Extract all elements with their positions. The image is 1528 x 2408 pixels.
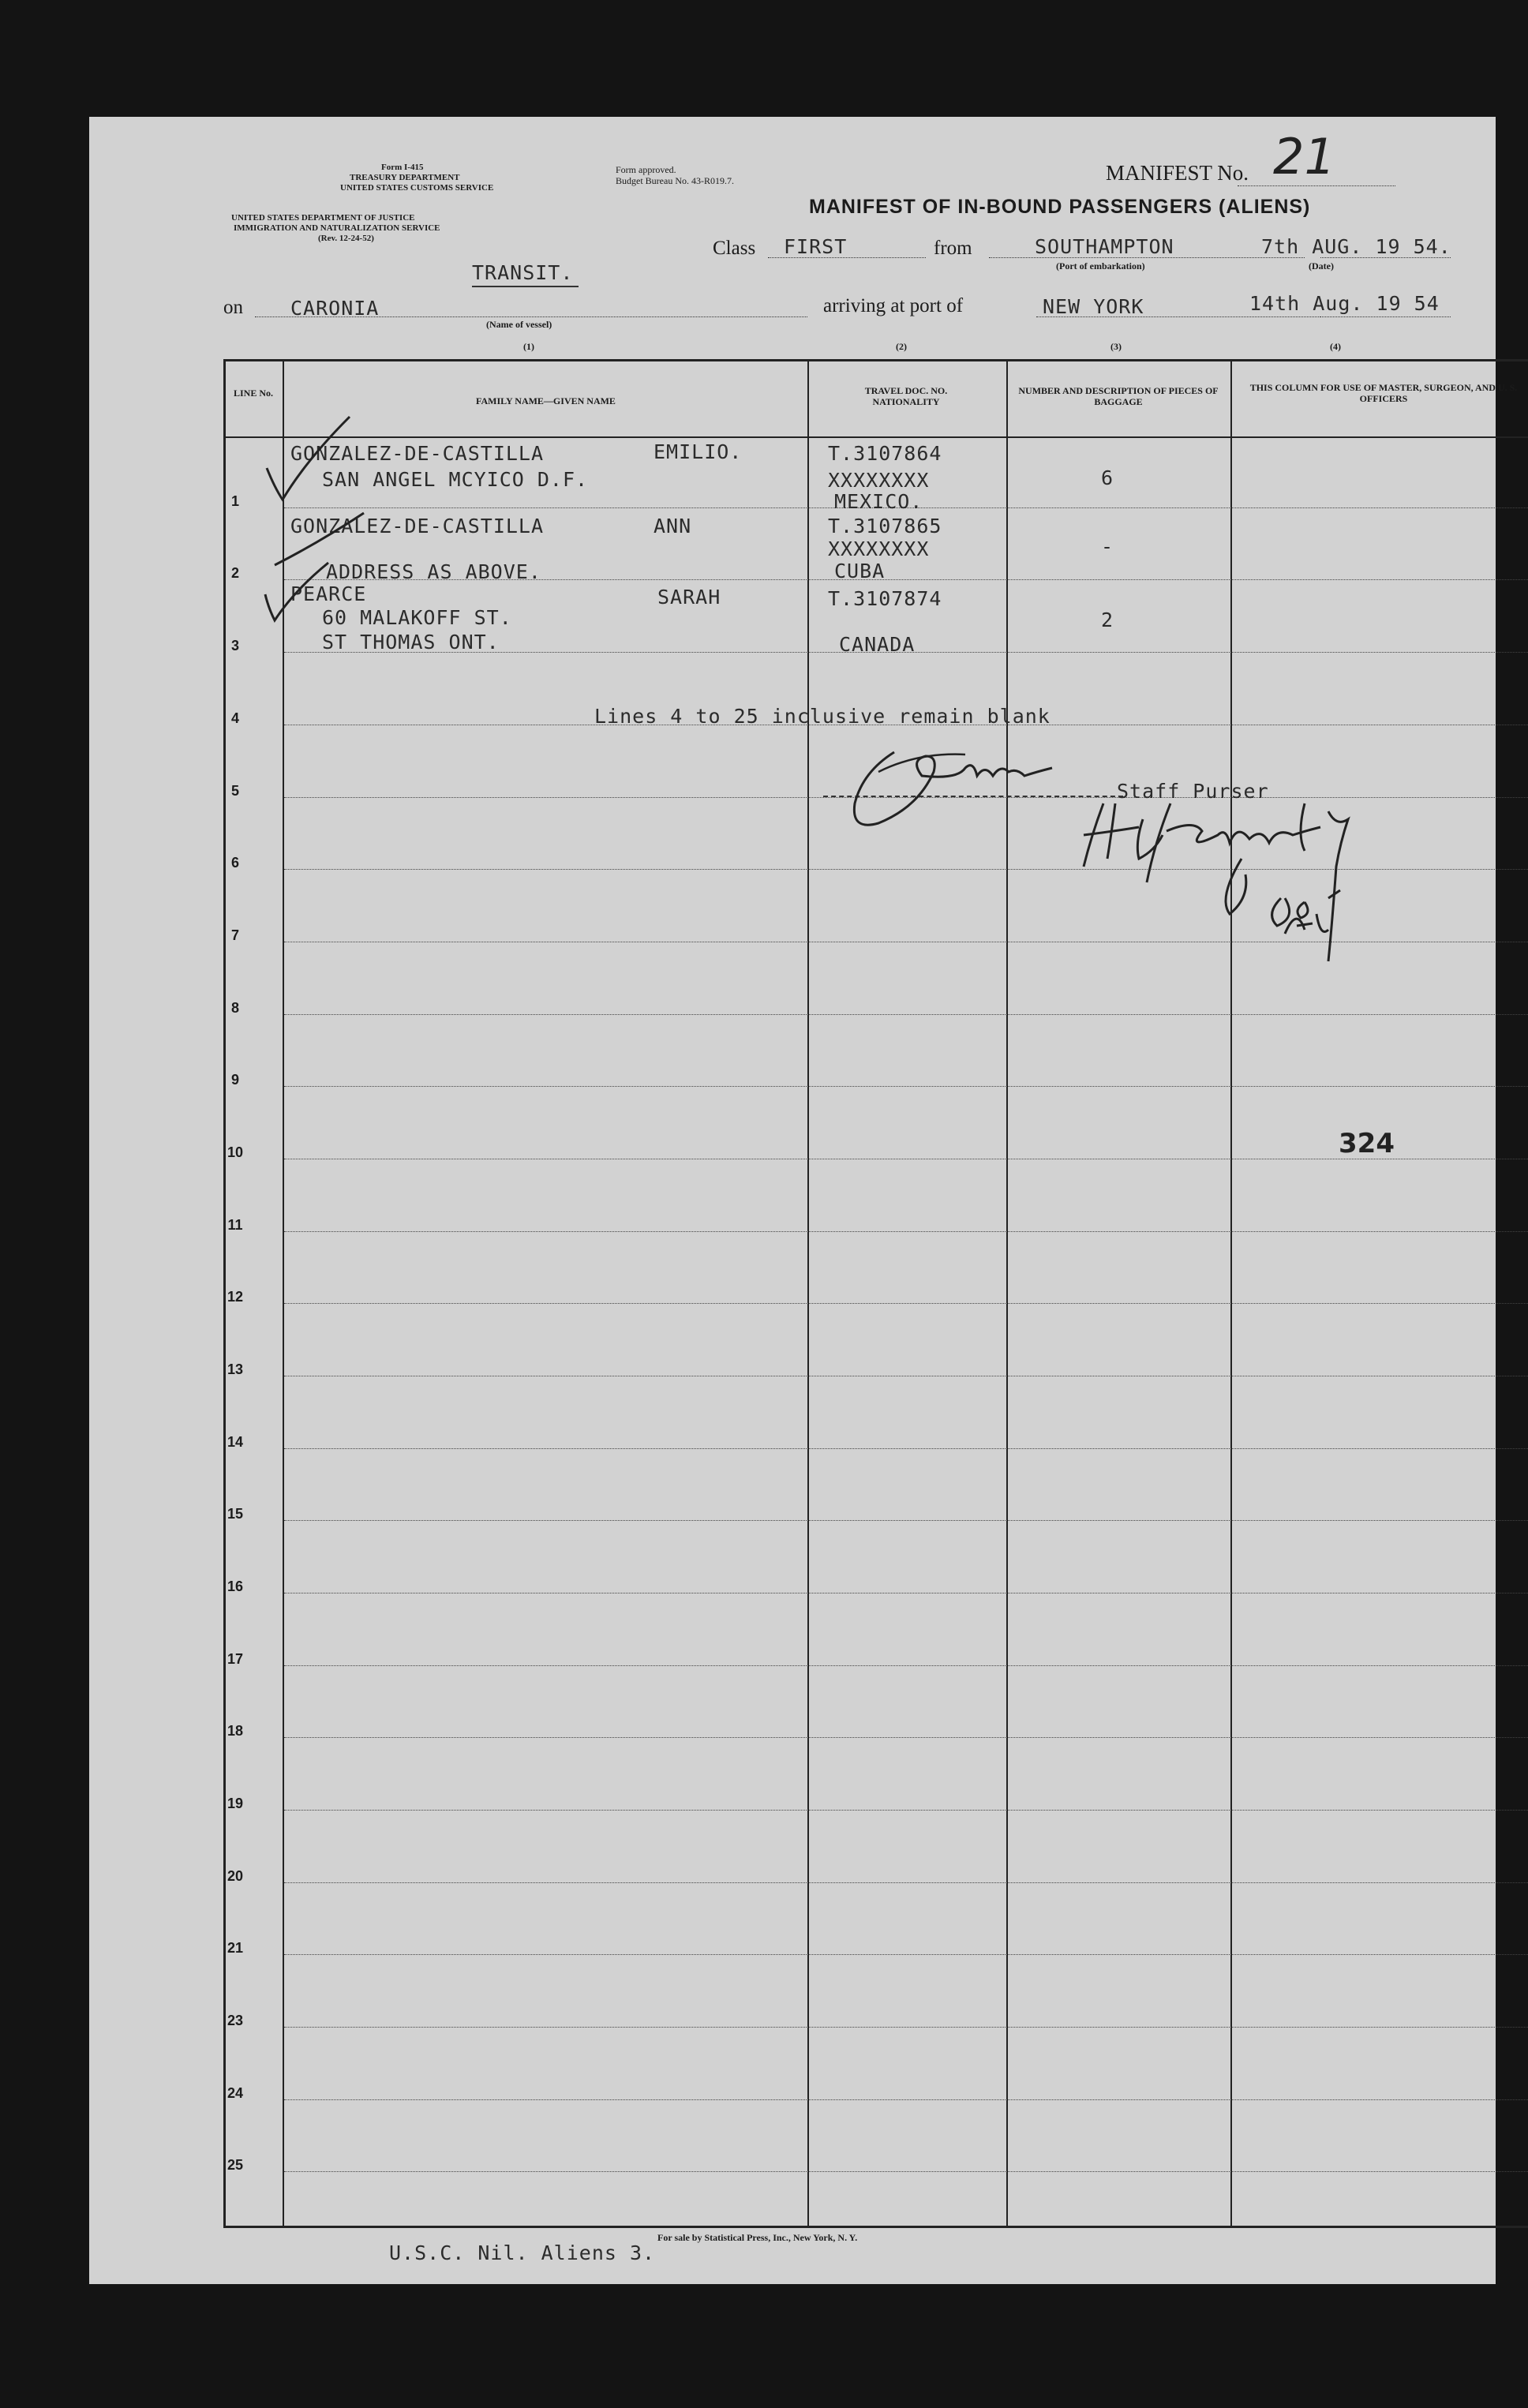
header-line-no: LINE No. (233, 388, 273, 399)
nationality: CANADA (839, 633, 916, 656)
budget-bureau: Budget Bureau No. 43-R019.7. (616, 175, 734, 186)
arrival-port: NEW YORK (1043, 295, 1144, 318)
transit-stamp: TRANSIT. (472, 261, 574, 284)
row-line (284, 1231, 1528, 1232)
line-number: 3 (230, 638, 239, 653)
row-line (284, 2099, 1528, 2100)
form-revision: (Rev. 12-24-52) (318, 234, 374, 243)
line-number: 17 (227, 1651, 244, 1667)
depart-date: 7th AUG. 19 54. (1261, 235, 1451, 258)
header-bottom-border (223, 436, 1528, 438)
arrival-date: 14th Aug. 19 54 (1249, 292, 1440, 315)
from-value: SOUTHAMPTON (1035, 235, 1174, 258)
doc-divider (1006, 359, 1008, 2227)
on-label: on (223, 297, 243, 318)
passenger-given-name: EMILIO. (654, 440, 743, 463)
footer-printer: For sale by Statistical Press, Inc., New York, N. Y. (657, 2232, 858, 2243)
form-number: Form I-415 (381, 163, 424, 172)
line-no-divider (283, 359, 284, 2227)
nationality: CUBA (834, 560, 886, 582)
line-number: 19 (227, 1796, 244, 1811)
travel-doc-struck: XXXXXXXX (828, 469, 930, 492)
staff-purser-label: Staff Purser (1117, 780, 1269, 803)
header-name: FAMILY NAME—GIVEN NAME (476, 395, 616, 406)
line-number: 8 (230, 1000, 239, 1016)
line-number: 16 (227, 1578, 244, 1594)
blank-lines-note: Lines 4 to 25 inclusive remain blank (594, 705, 1050, 728)
line-number: 25 (227, 2157, 244, 2173)
col-number-1: (1) (523, 341, 534, 352)
date-caption: (Date) (1309, 260, 1334, 272)
line-number: 4 (230, 710, 239, 726)
arriving-label: arriving at port of (823, 295, 964, 316)
passenger-given-name: ANN (654, 515, 692, 537)
passenger-family-name: GONZALEZ-DE-CASTILLA (290, 442, 545, 465)
check-mark-icon (251, 413, 354, 507)
travel-doc-number: T.3107865 (828, 515, 942, 537)
row-line (284, 1665, 1528, 1666)
manifest-number: 21 (1273, 128, 1335, 185)
officer-number: 324 (1339, 1128, 1395, 1159)
travel-doc-number: T.3107864 (828, 442, 942, 465)
manifest-page (89, 117, 1518, 2284)
header-baggage: NUMBER AND DESCRIPTION OF PIECES OF BAGGAGE (1018, 385, 1219, 407)
col-number-2: (2) (896, 341, 907, 352)
check-mark-icon (259, 559, 330, 622)
header-officers: THIS COLUMN FOR USE OF MASTER, SURGEON, AND U. S. OFFICERS (1249, 382, 1518, 404)
transit-underline (472, 286, 579, 287)
row-line (284, 1882, 1528, 1883)
passenger-given-name: SARAH (657, 586, 721, 609)
row-line (284, 1448, 1528, 1449)
line-number: 14 (227, 1434, 244, 1450)
manifest-number-line (1238, 185, 1395, 186)
row-line (284, 1014, 1528, 1015)
depart-date-line (1320, 257, 1451, 258)
vessel-caption: (Name of vessel) (486, 319, 552, 330)
row-line (284, 1086, 1528, 1087)
line-number: 12 (227, 1289, 244, 1305)
vessel-line (255, 316, 807, 317)
line-number: 24 (227, 2085, 244, 2101)
col-number-3: (3) (1110, 341, 1122, 352)
col-number-4: (4) (1330, 341, 1341, 352)
line-number: 6 (230, 855, 239, 871)
row-line (284, 1737, 1528, 1738)
form-approved: Form approved. (616, 164, 676, 175)
row-line (284, 1303, 1528, 1304)
line-number: 11 (227, 1217, 243, 1233)
row-line (284, 1810, 1528, 1811)
class-label: Class (713, 238, 756, 259)
manifest-title: MANIFEST OF IN-BOUND PASSENGERS (ALIENS) (809, 196, 1311, 218)
treasury-dept: TREASURY DEPARTMENT (350, 173, 460, 182)
line-number: 9 (230, 1072, 239, 1088)
passenger-address: 60 MALAKOFF ST. (322, 606, 512, 629)
line-number: 13 (227, 1361, 244, 1377)
arrival-date-line (1320, 316, 1451, 317)
nationality: MEXICO. (834, 490, 923, 513)
manifest-label: MANIFEST No. (1106, 161, 1249, 185)
passenger-address-line-2: ST THOMAS ONT. (322, 631, 500, 653)
travel-doc-number: T.3107874 (828, 587, 942, 610)
from-label: from (934, 238, 972, 259)
line-number: 5 (230, 783, 239, 799)
from-caption: (Port of embarkation) (1056, 260, 1145, 272)
baggage-count: 2 (1101, 609, 1114, 631)
baggage-count: - (1101, 535, 1114, 558)
travel-doc-struck: XXXXXXXX (828, 537, 930, 560)
class-line (768, 257, 926, 258)
row-line (284, 1954, 1528, 1955)
baggage-divider (1230, 359, 1232, 2227)
row-line (284, 2171, 1528, 2172)
line-number: 1 (230, 493, 239, 509)
line-number: 20 (227, 1868, 244, 1884)
line-number: 18 (227, 1723, 244, 1739)
line-number: 10 (227, 1144, 244, 1160)
line-number: 21 (227, 1940, 244, 1956)
line-number: 15 (227, 1506, 244, 1522)
justice-dept: UNITED STATES DEPARTMENT OF JUSTICE (231, 213, 415, 223)
line-number: 23 (227, 2013, 244, 2028)
passenger-address: SAN ANGEL MCYICO D.F. (322, 468, 589, 491)
passenger-address: ADDRESS AS ABOVE. (326, 560, 541, 583)
port-line (1036, 316, 1320, 317)
class-value: FIRST (784, 235, 848, 258)
header-doc: TRAVEL DOC. NO. NATIONALITY (864, 385, 948, 407)
row-line (284, 2027, 1528, 2028)
purser-signature (847, 740, 1060, 835)
row-line (284, 1520, 1528, 1521)
table-bottom-border (223, 2226, 1528, 2228)
line-number: 7 (230, 927, 239, 943)
name-divider (807, 359, 809, 2227)
officer-signature (1068, 788, 1431, 946)
line-number: 2 (230, 565, 239, 581)
passenger-family-name: PEARCE (290, 582, 367, 605)
customs-service: UNITED STATES CUSTOMS SERVICE (340, 183, 494, 193)
baggage-count: 6 (1101, 466, 1114, 489)
from-line (989, 257, 1305, 258)
vessel-name: CARONIA (290, 297, 380, 320)
ins-service: IMMIGRATION AND NATURALIZATION SERVICE (234, 223, 440, 233)
table-top-border (223, 359, 1528, 361)
footer-aliens-count: U.S.C. Nil. Aliens 3. (389, 2241, 656, 2264)
passenger-family-name: GONZALEZ-DE-CASTILLA (290, 515, 545, 537)
